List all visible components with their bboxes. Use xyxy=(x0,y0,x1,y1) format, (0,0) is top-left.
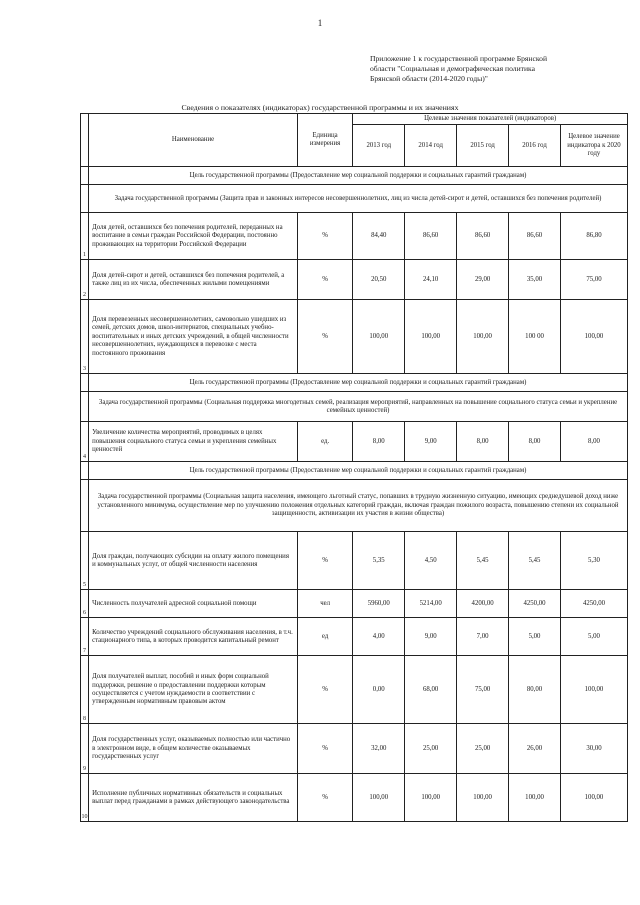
indicator-row xyxy=(81,656,628,724)
value-2013: 0,00 xyxy=(353,656,405,724)
indicator-name: Количество учреждений социального обслуживания населения, в т.ч. стационарного типа, в которых проводится капитальный ремонт xyxy=(89,618,298,656)
value-2015: 4200,00 xyxy=(457,590,509,618)
empty-cell xyxy=(81,167,89,185)
value-2014: 86,60 xyxy=(405,213,457,260)
indicators-table xyxy=(80,113,628,822)
indicator-unit: % xyxy=(297,213,352,260)
value-2016: 100 00 xyxy=(509,300,561,374)
empty-cell xyxy=(81,480,89,532)
value-2016: 100,00 xyxy=(509,774,561,822)
value-2020: 86,80 xyxy=(560,213,627,260)
value-2014: 68,00 xyxy=(405,656,457,724)
indicator-name: Доля государственных услуг, оказываемых полностью или частично в электронном виде, в общем количестве оказываемых государственных услуг xyxy=(89,724,298,774)
row-number: 3 xyxy=(81,300,89,374)
value-2013: 100,00 xyxy=(353,300,405,374)
indicator-row xyxy=(81,774,628,822)
empty-cell xyxy=(81,185,89,213)
task-row: Задача государственной программы (Социальная защита населения, имеющего льготный статус, попавших в трудную жизненную ситуацию, имеющих среднедушевой доход ниже установленного минимума, осуществление мер по улучшению положения отдельных категорий граждан, включая граждан пожилого возраста, повышению степени их социальной защищенности, активизации их участия в жизни общества) xyxy=(89,480,628,532)
value-2015: 29,00 xyxy=(457,260,509,300)
appendix-line: области "Социальная и демографическая политика xyxy=(370,64,535,73)
indicator-row xyxy=(81,724,628,774)
value-2013: 4,00 xyxy=(353,618,405,656)
value-2016: 86,60 xyxy=(509,213,561,260)
value-2015: 75,00 xyxy=(457,656,509,724)
value-2016: 5,45 xyxy=(509,532,561,590)
value-2015: 86,60 xyxy=(457,213,509,260)
value-2013: 32,00 xyxy=(353,724,405,774)
value-2020: 4250,00 xyxy=(560,590,627,618)
value-2020: 8,00 xyxy=(560,422,627,462)
indicator-row xyxy=(81,213,628,260)
value-2020: 30,00 xyxy=(560,724,627,774)
value-2015: 8,00 xyxy=(457,422,509,462)
goal-row: Цель государственной программы (Предоставление мер социальной поддержки и социальных гарантий гражданам) xyxy=(89,462,628,480)
header-name: Наименование xyxy=(89,114,298,167)
value-2020: 100,00 xyxy=(560,656,627,724)
value-2014: 4,50 xyxy=(405,532,457,590)
row-number: 10 xyxy=(81,774,89,822)
value-2013: 5,35 xyxy=(353,532,405,590)
indicator-unit: % xyxy=(297,260,352,300)
indicator-row xyxy=(81,422,628,462)
value-2016: 26,00 xyxy=(509,724,561,774)
empty-cell xyxy=(81,374,89,392)
indicator-unit: % xyxy=(297,774,352,822)
indicator-row xyxy=(81,300,628,374)
indicator-unit: % xyxy=(297,656,352,724)
value-2020: 100,00 xyxy=(560,774,627,822)
indicator-row xyxy=(81,532,628,590)
value-2013: 8,00 xyxy=(353,422,405,462)
indicator-unit: чел xyxy=(297,590,352,618)
value-2015: 25,00 xyxy=(457,724,509,774)
indicator-name: Доля детей, оставшихся без попечения родителей, переданных на воспитание в семьи граждан Российской Федерации, постоянно проживающих на территории Российской Федерации xyxy=(89,213,298,260)
row-number: 6 xyxy=(81,590,89,618)
row-number: 7 xyxy=(81,618,89,656)
header-year: 2013 год xyxy=(353,125,405,167)
indicator-name: Увеличение количества мероприятий, проводимых в целях повышения социального статуса семьи и укрепления семейных ценностей xyxy=(89,422,298,462)
indicator-name: Доля получателей выплат, пособий и иных форм социальной поддержки, решение о предоставлении поддержки которым осуществляется с учетом нуждаемости в соответствии с утвержденным нормативным правовым актом xyxy=(89,656,298,724)
value-2014: 5214,00 xyxy=(405,590,457,618)
task-row: Задача государственной программы (Социальная поддержка многодетных семей, реализация мероприятий, направленных на повышение социального статуса семьи и укрепление семейных ценностей) xyxy=(89,392,628,422)
document-title: Сведения о показателях (индикаторах) государственной программы и их значениях xyxy=(181,103,459,112)
value-2020: 100,00 xyxy=(560,300,627,374)
indicator-row xyxy=(81,618,628,656)
value-2014: 25,00 xyxy=(405,724,457,774)
indicator-row xyxy=(81,590,628,618)
row-number: 8 xyxy=(81,656,89,724)
header-num-cell xyxy=(81,114,89,167)
indicator-name: Исполнение публичных нормативных обязательств и социальных выплат перед гражданами в рамках действующего законодательства xyxy=(89,774,298,822)
value-2013: 20,50 xyxy=(353,260,405,300)
appendix-line: Приложение 1 к государственной программе Брянской xyxy=(370,54,548,63)
indicator-unit: % xyxy=(297,724,352,774)
empty-cell xyxy=(81,462,89,480)
indicator-name: Доля граждан, получающих субсидии на оплату жилого помещения и коммунальных услуг, от общей численности населения xyxy=(89,532,298,590)
value-2016: 35,00 xyxy=(509,260,561,300)
value-2016: 4250,00 xyxy=(509,590,561,618)
header-year: 2014 год xyxy=(405,125,457,167)
goal-row: Цель государственной программы (Предоставление мер социальной поддержки и социальных гарантий гражданам) xyxy=(89,374,628,392)
row-number: 5 xyxy=(81,532,89,590)
page-number: 1 xyxy=(317,18,323,28)
value-2014: 9,00 xyxy=(405,422,457,462)
indicator-name: Доля перевезенных несовершеннолетних, самовольно ушедших из семей, детских домов, школ-интернатов, специальных учебно-воспитательных и иных детских учреждений, в общей численности несовершеннолетних, нуждающихся в перевозке с места постоянного проживания xyxy=(89,300,298,374)
value-2015: 5,45 xyxy=(457,532,509,590)
value-2015: 7,00 xyxy=(457,618,509,656)
value-2014: 100,00 xyxy=(405,774,457,822)
indicator-unit: ед xyxy=(297,618,352,656)
goal-row: Цель государственной программы (Предоставление мер социальной поддержки и социальных гарантий гражданам) xyxy=(89,167,628,185)
value-2020: 75,00 xyxy=(560,260,627,300)
value-2013: 5960,00 xyxy=(353,590,405,618)
value-2016: 8,00 xyxy=(509,422,561,462)
task-row: Задача государственной программы (Защита прав и законных интересов несовершеннолетних, лиц из числа детей-сирот и детей, оставшихся без попечения родителей) xyxy=(89,185,628,213)
value-2015: 100,00 xyxy=(457,774,509,822)
value-2014: 24,10 xyxy=(405,260,457,300)
indicator-name: Доля детей-сирот и детей, оставшихся без попечения родителей, а также лиц из их числа, обеспеченных жилыми помещениями xyxy=(89,260,298,300)
row-number: 4 xyxy=(81,422,89,462)
value-2015: 100,00 xyxy=(457,300,509,374)
row-number: 2 xyxy=(81,260,89,300)
indicator-name: Численность получателей адресной социальной помощи xyxy=(89,590,298,618)
header-year: 2016 год xyxy=(509,125,561,167)
value-2020: 5,30 xyxy=(560,532,627,590)
value-2013: 100,00 xyxy=(353,774,405,822)
indicator-row xyxy=(81,260,628,300)
header-target-values: Целевые значения показателей (индикаторов) xyxy=(353,114,628,125)
empty-cell xyxy=(81,392,89,422)
header-final-target: Целевое значение индикатора к 2020 году xyxy=(560,125,627,167)
row-number: 9 xyxy=(81,724,89,774)
value-2016: 80,00 xyxy=(509,656,561,724)
value-2016: 5,00 xyxy=(509,618,561,656)
header-year: 2015 год xyxy=(457,125,509,167)
header-unit: Единица измерения xyxy=(297,114,352,167)
value-2014: 100,00 xyxy=(405,300,457,374)
indicator-unit: ед. xyxy=(297,422,352,462)
value-2013: 84,40 xyxy=(353,213,405,260)
indicator-unit: % xyxy=(297,532,352,590)
appendix-note xyxy=(370,54,600,84)
value-2020: 5,00 xyxy=(560,618,627,656)
appendix-line: Брянской области (2014-2020 годы)" xyxy=(370,74,488,83)
row-number: 1 xyxy=(81,213,89,260)
indicator-unit: % xyxy=(297,300,352,374)
value-2014: 9,00 xyxy=(405,618,457,656)
